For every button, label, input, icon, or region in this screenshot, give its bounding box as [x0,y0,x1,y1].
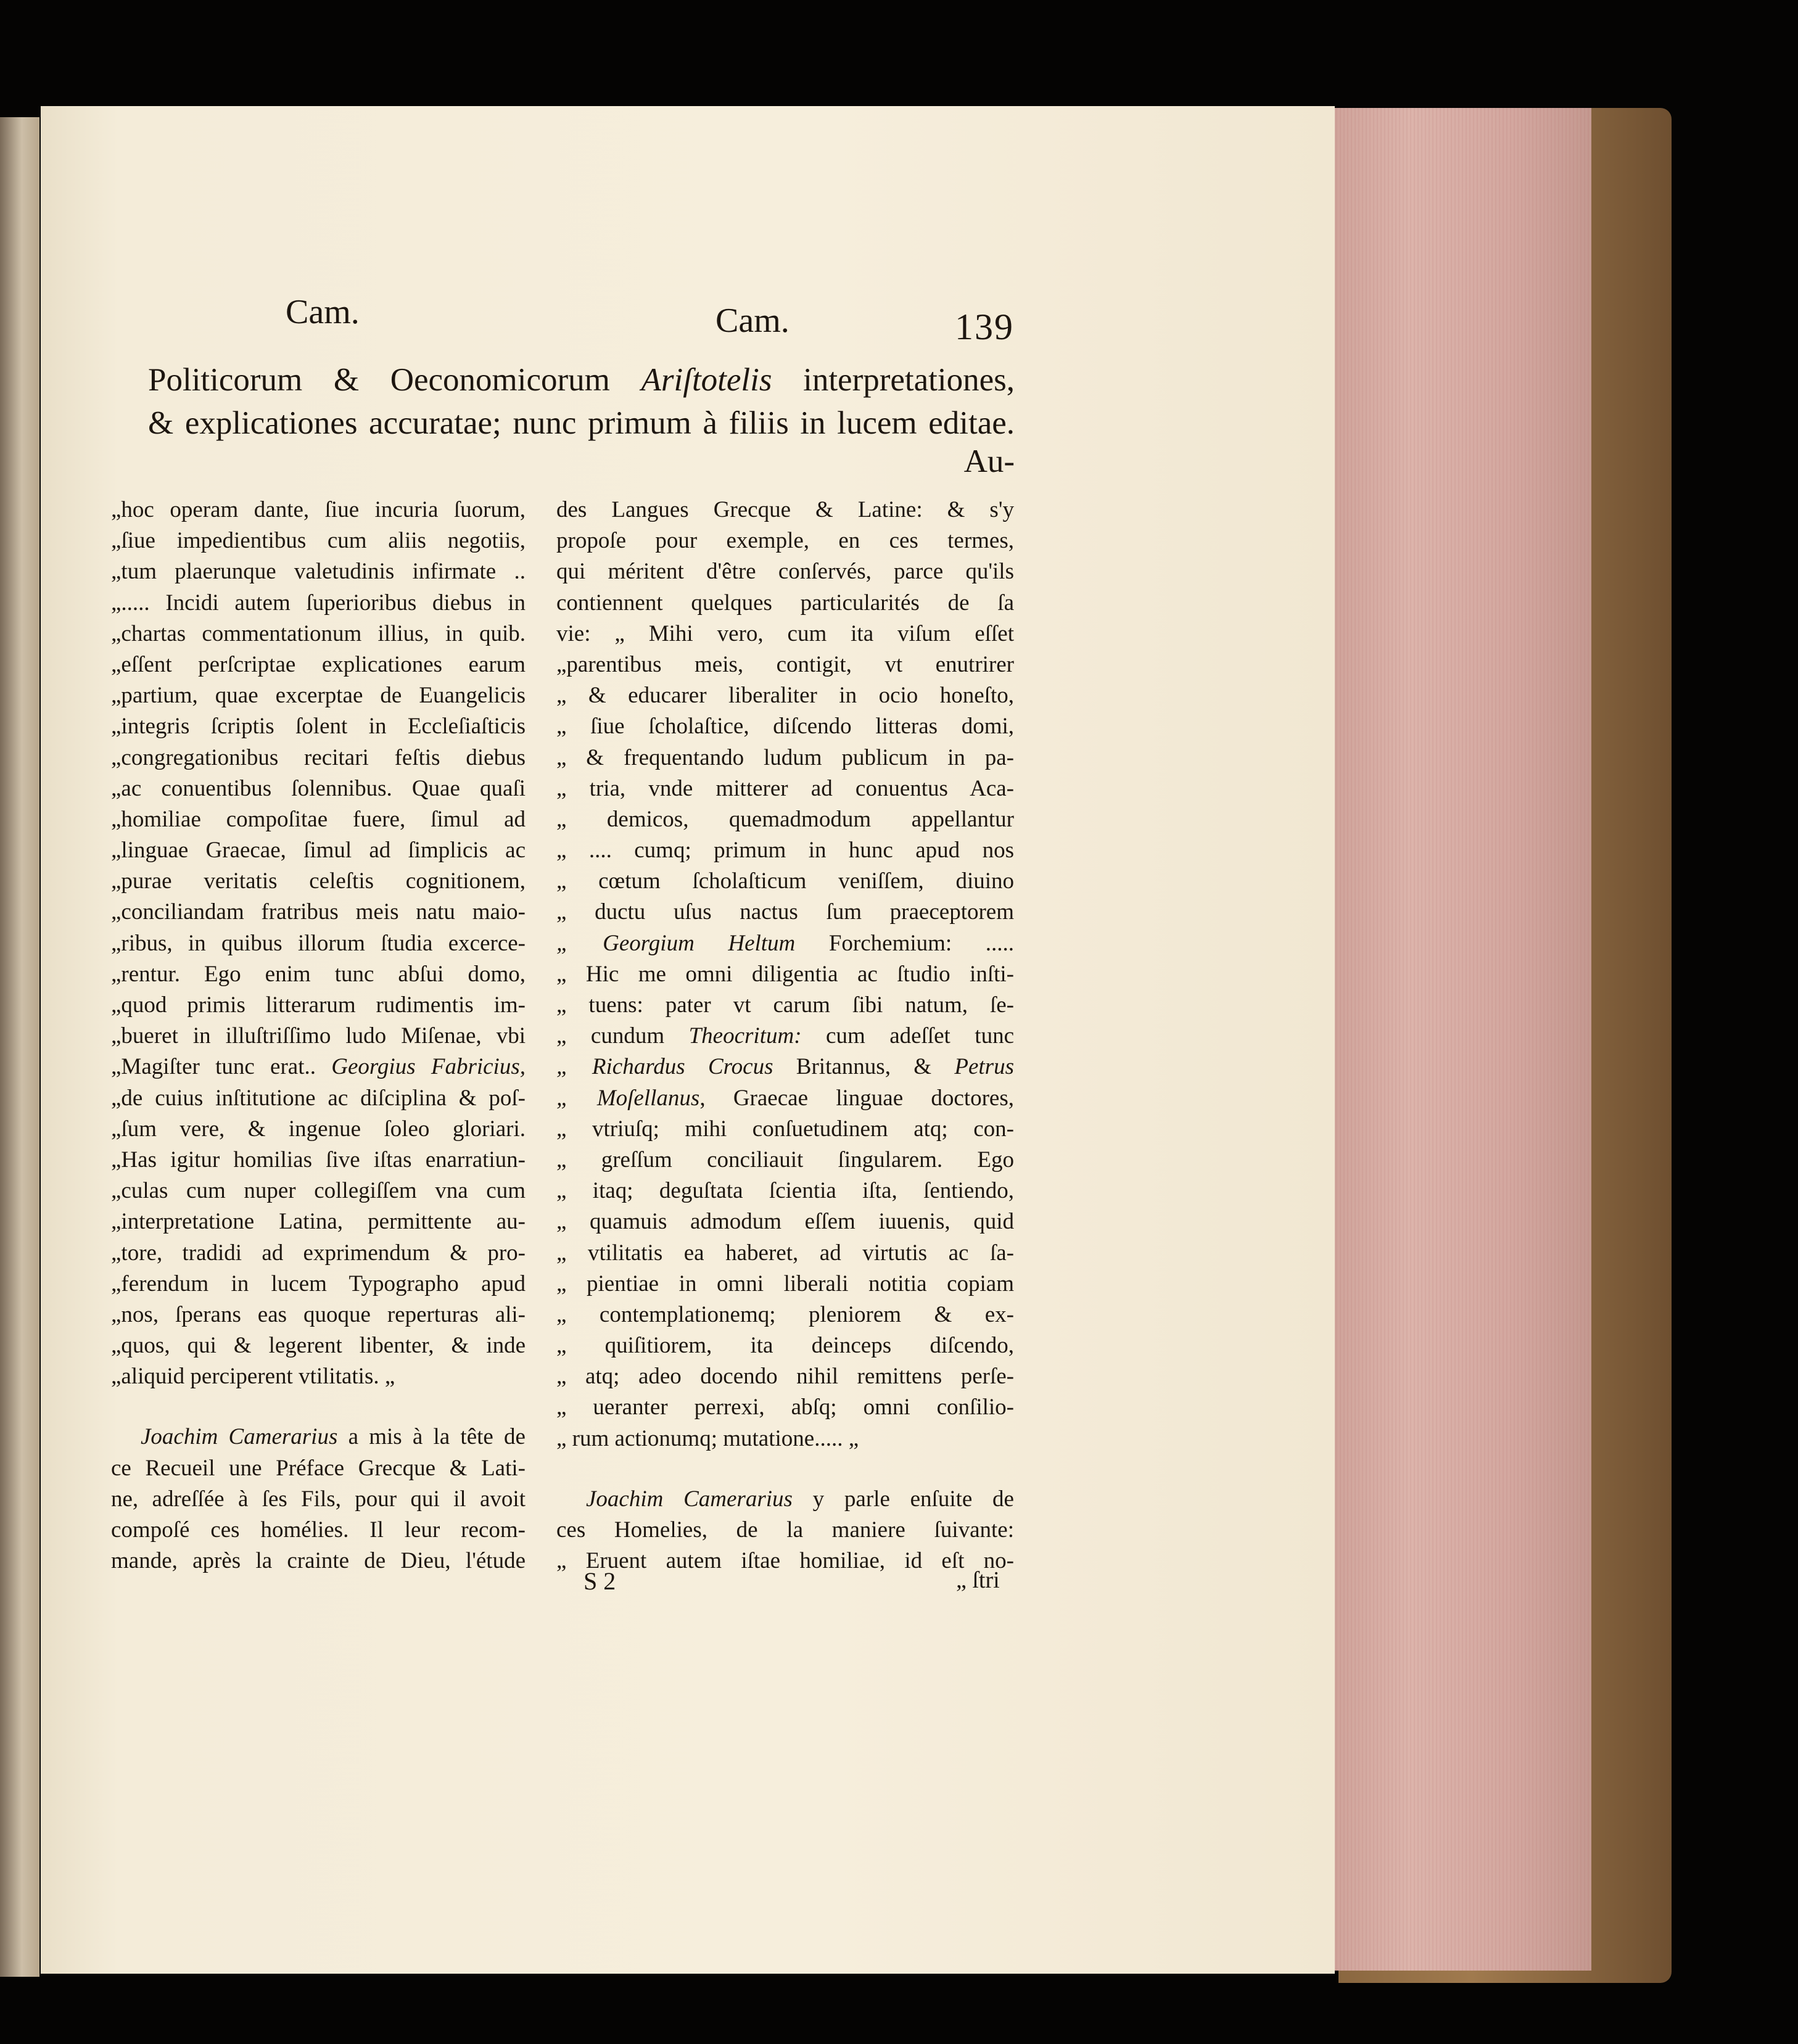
text-line [556,1083,1014,1114]
text-line: „ itaq; deguſtata ſcientia iſta, ſentiendo, [556,1178,1014,1204]
text-line: „chartas commentationum illius, in quib. [111,620,526,646]
text-line: „parentibus meis, contigit, vt enutrirer [556,651,1014,677]
person-name: Theocritum: [688,1023,802,1049]
text-line: „ pientiae in omni liberali notitia copiam [556,1271,1014,1296]
text-line: propoſe pour exemple, en ces termes, [556,528,1014,554]
text-line: „ vtriuſq; mihi conſuetudinem atq; con- [556,1116,1014,1142]
title-line-1-a: Politicorum & Oeconomicorum [148,362,641,398]
person-name: Georgius Fabricius, [331,1054,526,1080]
text-line: „conciliandam fratribus meis natu maio- [111,899,526,925]
text-line: „ vtilitatis ea haberet, ad virtutis ac ſa- [556,1240,1014,1266]
signature-mark: S 2 [584,1567,616,1595]
text-segment: a mis à la tête de [337,1424,526,1450]
text-line: „tum plaerunque valetudinis infirmate .. [111,559,526,585]
person-name: „ Moſellanus [556,1085,700,1111]
text-line: „quod primis litterarum rudimentis im- [111,992,526,1018]
text-line [556,1052,1014,1082]
text-line: „ cœtum ſcholaſticum veniſſem, diuino [556,868,1014,894]
text-line: „ tuens: pater vt carum ſibi natum, ſe- [556,992,1014,1018]
text-line: ces Homelies, de la maniere ſuivante: [556,1517,1014,1543]
text-segment: cum adeſſet tunc [801,1023,1014,1049]
person-name: „ Richardus Crocus [556,1054,773,1080]
right-column [556,495,1014,1576]
text-line [556,1484,1014,1515]
text-segment: „ cundum [556,1023,689,1049]
text-line: „purae veritatis celeſtis cognitionem, [111,868,526,894]
title-line-1 [148,364,1015,397]
text-line: „ demicos, quemadmodum appellantur [556,806,1014,832]
text-line [111,1422,526,1453]
text-line: „tore, tradidi ad exprimendum & pro- [111,1240,526,1266]
left-quote-lines-a [111,495,526,1052]
text-line: „ ductu uſus nactus ſum praeceptorem [556,899,1014,925]
text-line [111,1052,526,1082]
text-line: „bueret in illuſtriſſimo ludo Miſenae, vbi [111,1023,526,1049]
text-line: „ & frequentando ludum publicum in pa- [556,744,1014,770]
text-line: „ ſiue ſcholaſtice, diſcendo litteras domi, [556,714,1014,740]
person-name: Joachim Camerarius [586,1486,793,1512]
text-line: des Langues Grecque & Latine: & s'y [556,497,1014,522]
text-line: „ribus, in quibus illorum ſtudia excerce- [111,930,526,956]
text-line: „Has igitur homilias ſive iſtas enarratiun- [111,1147,526,1172]
text-line: „ferendum in lucem Typographo apud [111,1271,526,1296]
text-line: „interpretatione Latina, permittente au- [111,1209,526,1235]
page-number: 139 [955,307,1014,347]
text-line: „ Eruent autem iſtae homiliae, id eſt no- [556,1548,1014,1574]
text-line: „de cuius inſtitutione ac diſciplina & poſ- [111,1085,526,1111]
text-line: „ ueranter perrexi, abſq; omni conſilio- [556,1395,1014,1420]
text-line: „ Hic me omni diligentia ac ſtudio inſti- [556,961,1014,987]
text-line: „linguae Graecae, ſimul ad ſimplicis ac [111,838,526,863]
text-line: „eſſent perſcriptae explicationes earum [111,651,526,677]
text-line: „ & educarer liberaliter in ocio honeſto, [556,683,1014,709]
text-segment: „Magiſter tunc erat.. [111,1054,332,1080]
text-line: „partium, quae excerptae de Euangelicis [111,683,526,709]
left-quote-lines-b [111,1083,526,1393]
text-line: „ atq; adeo docendo nihil remittens perſe- [556,1364,1014,1390]
left-paragraph-lines [111,1453,526,1577]
text-line: „..... Incidi autem ſuperioribus diebus in [111,590,526,616]
text-line: „ contemplationemq; pleniorem & ex- [556,1301,1014,1327]
right-lines-a [556,495,1014,928]
running-head-left: Cam. [286,293,360,331]
person-name: Petrus [954,1054,1014,1080]
text-line: „quos, qui & legerent libenter, & inde [111,1333,526,1359]
text-line: „rentur. Ego enim tunc abſui domo, [111,961,526,987]
text-segment: y parle enſuite de [792,1486,1014,1512]
text-line [556,928,1014,959]
catchword: „ ſtri [956,1567,1000,1593]
text-line: „ac conuentibus ſolennibus. Quae quaſi [111,775,526,801]
text-line: „ quiſitiorem, ita deinceps diſcendo, [556,1333,1014,1359]
running-head-center: Cam. [715,302,790,340]
right-lines-c [556,1114,1014,1454]
text-line: „ greſſum conciliauit ſingularem. Ego [556,1147,1014,1172]
person-name: „ Georgium Heltum [556,930,796,956]
paragraph-gap [111,1392,526,1422]
right-lines-b [556,959,1014,1021]
text-line: „ rum actionumq; mutatione..... „ [556,1425,859,1451]
title-line-1-b: interpretationes, [772,362,1015,398]
left-column [111,495,526,1576]
text-line: qui méritent d'être conſervés, parce qu'ils [556,559,1014,585]
text-line: „ tria, vnde mitterer ad conuentus Aca- [556,775,1014,801]
text-line: „hoc operam dante, ſiue incuria ſuorum, [111,497,526,522]
text-line: „ .... cumq; primum in hunc apud nos [556,838,1014,863]
text-line: vie: „ Mihi vero, cum ita viſum eſſet [556,620,1014,646]
page-block-edges [1332,108,1591,1971]
text-line: compoſé ces homélies. Il leur recom- [111,1517,526,1543]
text-line: „homiliae compoſitae fuere, ſimul ad [111,806,526,832]
text-line: ne, adreſſée à ſes Fils, pour qui il avoit [111,1486,526,1512]
person-name: Joachim Camerarius [141,1424,338,1450]
text-line: contiennent quelques particularités de ſa [556,590,1014,616]
text-segment: Britannus, & [773,1054,955,1080]
title-line-2: & explicationes accuratae; nunc primum à filiis in lucem editae. [148,405,1015,441]
text-line: „congregationibus recitari feſtis diebus [111,744,526,770]
text-line: „culas cum nuper collegiſſem vna cum [111,1178,526,1204]
text-segment: Forchemium: ..... [795,930,1014,956]
text-line [556,1021,1014,1052]
text-line: „nos, ſperans eas quoque reperturas ali- [111,1301,526,1327]
right-paragraph-lines [556,1515,1014,1576]
text-line: „ſum vere, & ingenue ſoleo gloriari. [111,1116,526,1142]
title-author: Ariſtotelis [641,362,772,398]
previous-page-edge [0,117,39,1977]
text-line: „integris ſcriptis ſolent in Eccleſiaſticis [111,714,526,740]
paragraph-gap [556,1454,1014,1484]
text-line: „ quamuis admodum eſſem iuuenis, quid [556,1209,1014,1235]
text-line: mande, après la crainte de Dieu, l'étude [111,1548,526,1574]
text-line: „ſiue impedientibus cum aliis negotiis, [111,528,526,554]
text-line: ce Recueil une Préface Grecque & Lati- [111,1455,526,1481]
text-segment: , Graecae linguae doctores, [699,1085,1015,1111]
text-line: „aliquid perciperent vtilitatis. „ [111,1364,395,1390]
title-line-3: Au- [963,443,1015,479]
